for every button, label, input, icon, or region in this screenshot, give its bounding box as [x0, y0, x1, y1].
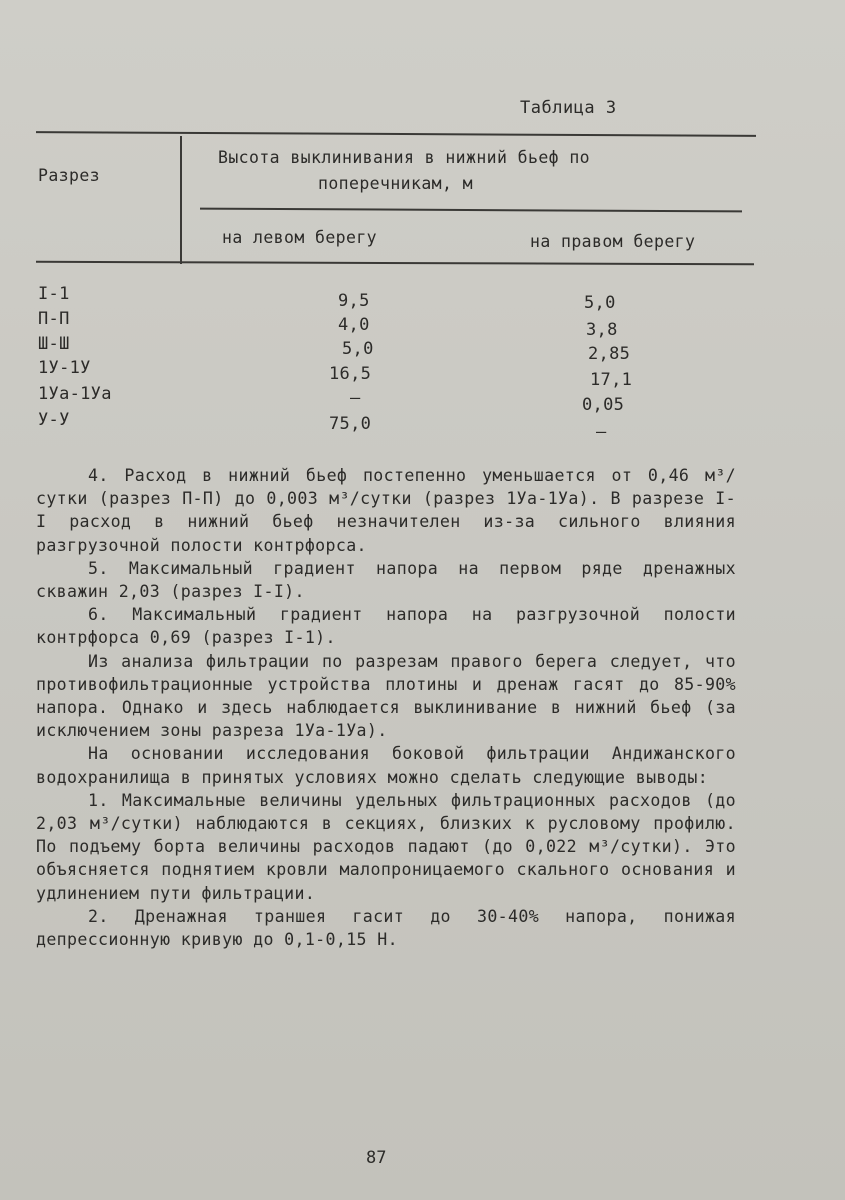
row-section: У-У [38, 410, 70, 430]
header-section: Разрез [38, 166, 101, 185]
header-group-line1: Высота выклинивания в нижний бьеф по [218, 148, 591, 167]
row-section: 1У-1У [38, 358, 91, 378]
row-right-value: 3,8 [586, 320, 618, 340]
paragraph-conclusions-intro: На основании исследования боковой фильтрации Андижанского водохранилища в принятых условиях можно сделать следующие выводы: [36, 744, 736, 787]
body-text [36, 464, 736, 951]
row-right-value: 0,05 [582, 395, 625, 415]
paragraph-4: 4. Расход в нижний бьеф постепенно уменьшается от 0,46 м³/сутки (разрез П-П) до 0,003 м³/сутки (разрез 1Уа-1Уа). В разрезе I-I расход в нижний бьеф незначителен из-за сильного влияния разгрузочной полости контрфорса. [36, 466, 736, 555]
row-right-value: – [596, 422, 607, 442]
row-left-value: 4,0 [338, 315, 370, 335]
paragraph-6: 6. Максимальный градиент напора на разгрузочной полости контрфорса 0,69 (разрез I-1). [36, 605, 736, 648]
header-left-bank: на левом берегу [222, 228, 378, 247]
row-left-value: – [350, 388, 361, 408]
row-section: 1Уа-1Уа [38, 384, 112, 404]
table-header-divider [180, 136, 182, 264]
table-subheader-rule [200, 208, 742, 212]
paragraph-5: 5. Максимальный градиент напора на первом ряде дренажных скважин 2,03 (разрез I-I). [36, 558, 736, 602]
header-group-line2: поперечникам, м [318, 174, 474, 193]
page-number: 87 [366, 1148, 387, 1168]
row-section: П-П [38, 309, 70, 329]
paragraph-right-bank-analysis: Из анализа фильтрации по разрезам правого берега следует, что противофильтрационные устройства плотины и дренаж гасят до 85-90% напора. Однако и здесь наблюдается выклинивание в нижний бьеф (за исключением зоны разреза 1Уа-1Уа). [36, 651, 736, 741]
conclusion-2: 2. Дренажная траншея гасит до 30-40% напора, понижая депрессионную кривую до 0,1-0,15 Н. [36, 906, 736, 950]
row-section: Ш-Ш [38, 334, 70, 354]
table-header-bottom-rule [36, 261, 754, 266]
table-top-rule [36, 131, 756, 137]
row-right-value: 5,0 [584, 293, 616, 313]
row-right-value: 17,1 [590, 370, 633, 390]
row-section: I-1 [38, 284, 70, 304]
row-left-value: 16,5 [329, 364, 372, 384]
table-caption: Таблица 3 [520, 98, 617, 118]
row-left-value: 9,5 [338, 291, 370, 311]
row-left-value: 75,0 [329, 414, 372, 434]
row-right-value: 2,85 [588, 344, 631, 364]
conclusion-1: 1. Максимальные величины удельных фильтрационных расходов (до 2,03 м³/сутки) наблюдаются в секциях, близких к русловому профилю. По подъему борта величины расходов падают (до 0,022 м³/сутки). Это объясняется поднятием кровли малопроницаемого скального основания и удлинением пути фильтрации. [36, 790, 736, 903]
header-right-bank: на правом берегу [530, 232, 696, 251]
row-left-value: 5,0 [342, 339, 374, 359]
